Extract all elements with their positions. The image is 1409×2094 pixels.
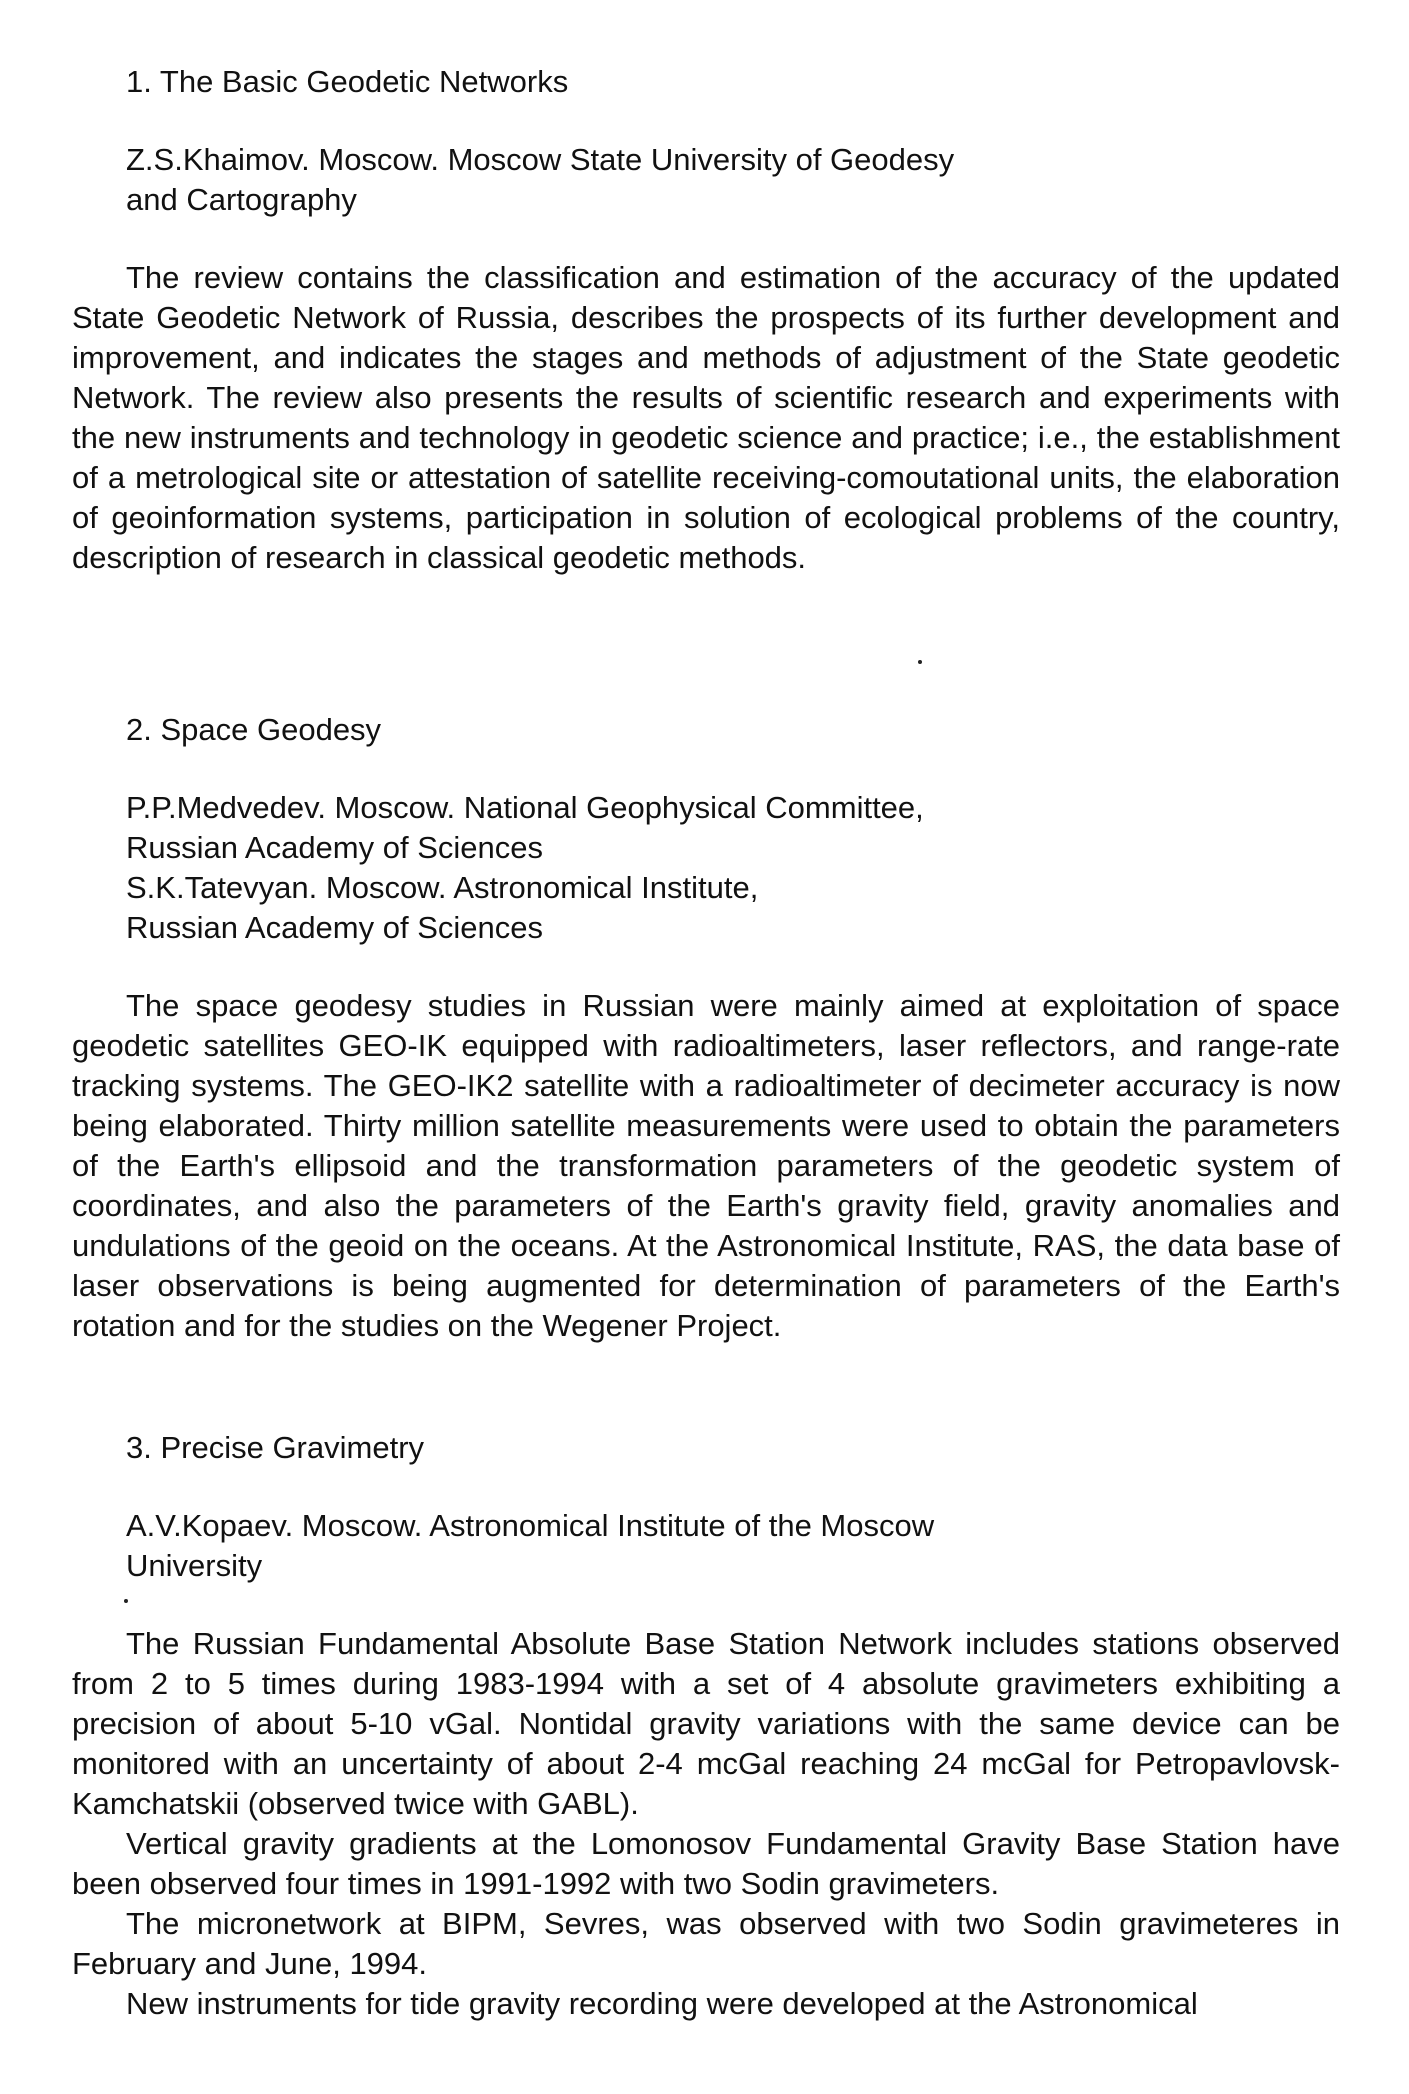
body-paragraph: New instruments for tide gravity recording were developed at the Astronomical [126, 1986, 1198, 2021]
body-paragraph: Vertical gravity gradients at the Lomonosov Fundamental Gravity Base Station have been observed four times in 1991-1992 with two Sodin gravimeters. [72, 1826, 1340, 1901]
body-paragraph: The micronetwork at BIPM, Sevres, was observed with two Sodin gravimeteres in February and June, 1994. [72, 1906, 1340, 1981]
section-basic-geodetic-networks [72, 62, 1340, 578]
author-line: S.K.Tatevyan. Moscow. Astronomical Institute, [126, 870, 759, 905]
section-title: 1. The Basic Geodetic Networks [126, 64, 569, 99]
section-precise-gravimetry [72, 1428, 1340, 2024]
section-space-geodesy [72, 710, 1340, 1346]
body-paragraph: The Russian Fundamental Absolute Base Station Network includes stations observed from 2 to 5 times during 1983-1994 with a set of 4 absolute gravimeters exhibiting a precision of about 5-10 vGal. Nontidal gravity variations with the same device can be monitored with an uncertainty of about 2-4 mcGal reaching 24 mcGal for Petropavlovsk-Kamchatskii (observed twice with GABL). [72, 1626, 1340, 1821]
author-line: P.P.Medvedev. Moscow. National Geophysical Committee, [126, 790, 924, 825]
scan-speck [124, 1599, 128, 1603]
scan-speck [918, 660, 922, 664]
section-title: 2. Space Geodesy [126, 712, 382, 747]
body-paragraph: The space geodesy studies in Russian were mainly aimed at exploitation of space geodetic satellites GEO-IK equipped with radioaltimeters, laser reflectors, and range-rate tracking systems. The GEO-IK2 satellite with a radioaltimeter of decimeter accuracy is now being elaborated. Thirty million satellite measurements were used to obtain the parameters of the Earth's ellipsoid and the transformation parameters of the geodetic system of coordinates, and also the parameters of the Earth's gravity field, gravity anomalies and undulations of the geoid on the oceans. At the Astronomical Institute, RAS, the data base of laser observations is being augmented for determination of parameters of the Earth's rotation and for the studies on the Wegener Project. [72, 988, 1340, 1343]
author-block [126, 140, 1340, 220]
author-line: Z.S.Khaimov. Moscow. Moscow State University of Geodesy [126, 142, 955, 177]
section-title: 3. Precise Gravimetry [126, 1430, 425, 1465]
body-paragraph: The review contains the classification and estimation of the accuracy of the updated State Geodetic Network of Russia, describes the prospects of its further development and improvement, and indicates the stages and methods of adjustment of the State geodetic Network. The review also presents the results of scientific research and experiments with the new instruments and technology in geodetic science and practice; i.e., the establishment of a metrological site or attestation of satellite receiving-comoutational units, the elaboration of geoinformation systems, participation in solution of ecological problems of the country, description of research in classical geodetic methods. [72, 260, 1340, 575]
author-line: Russian Academy of Sciences [126, 910, 543, 945]
author-line: A.V.Kopaev. Moscow. Astronomical Institute of the Moscow [126, 1508, 935, 1543]
author-line: University [126, 1548, 263, 1583]
author-block [126, 788, 1340, 948]
author-line: Russian Academy of Sciences [126, 830, 543, 865]
author-block [126, 1506, 1340, 1586]
author-line: and Cartography [126, 182, 357, 217]
